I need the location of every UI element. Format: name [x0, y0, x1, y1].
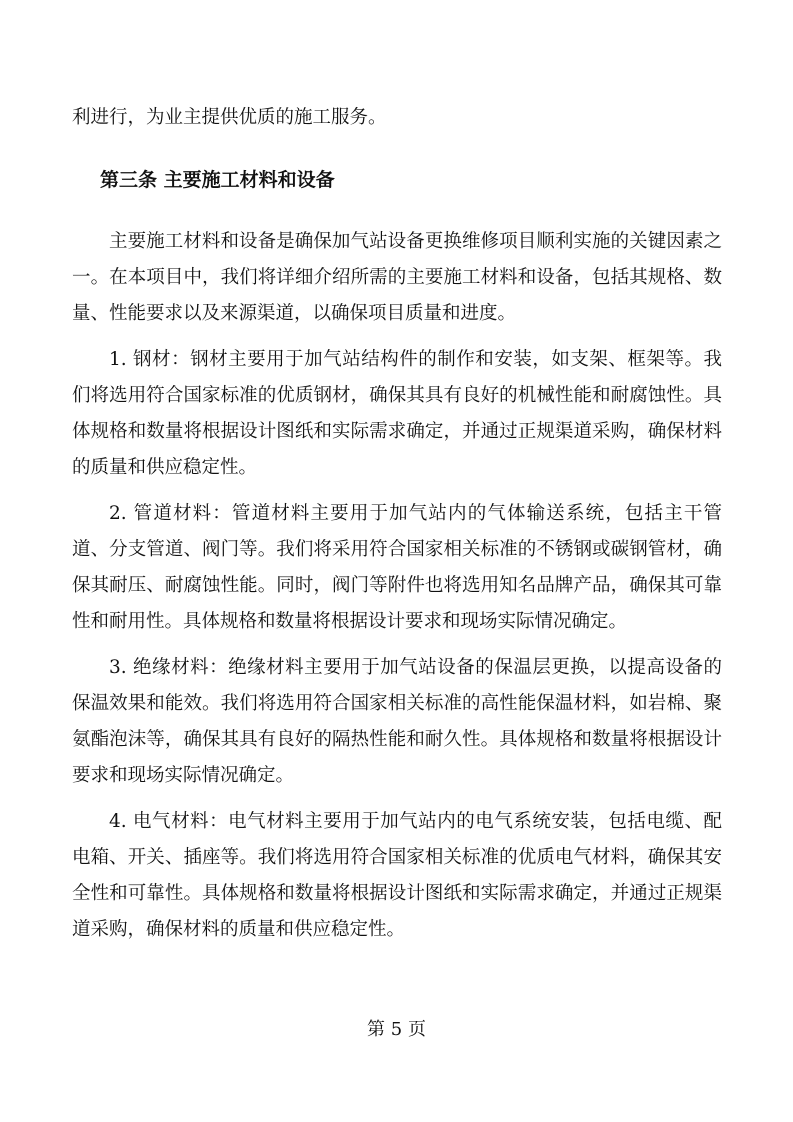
intro-paragraph: 主要施工材料和设备是确保加气站设备更换维修项目顺利实施的关键因素之一。在本项目中，我们将详细介绍所需的主要施工材料和设备，包括其规格、数量、性能要求以及来源渠道，以确保项目质量和进度。 [72, 231, 722, 324]
item-pipe: 2. 管道材料：管道材料主要用于加气站内的气体输送系统，包括主干管道、分支管道、阀门等。我们将采用符合国家相关标准的不锈钢或碳钢管材，确保其耐压、耐腐蚀性能。同时，阀门等附件也将选用知名品牌产品，确保其可靠性和耐用性。具体规格和数量将根据设计要求和现场实际情况确定。 [72, 503, 722, 632]
page-number: 第 5 页 [367, 1019, 426, 1040]
item-electrical: 4. 电气材料：电气材料主要用于加气站内的电气系统安装，包括电缆、配电箱、开关、插座等。我们将选用符合国家相关标准的优质电气材料，确保其安全性和可靠性。具体规格和数量将根据设计图纸和实际需求确定，并通过正规渠道采购，确保材料的质量和供应稳定性。 [72, 811, 722, 940]
item-insulation: 3. 绝缘材料：绝缘材料主要用于加气站设备的保温层更换，以提高设备的保温效果和能效。我们将选用符合国家相关标准的高性能保温材料，如岩棉、聚氨酯泡沫等，确保其具有良好的隔热性能和耐久性。具体规格和数量将根据设计要求和现场实际情况确定。 [72, 657, 722, 786]
continuation-text: 利进行，为业主提供优质的施工服务。 [72, 107, 387, 128]
section-heading: 第三条 主要施工材料和设备 [100, 169, 335, 191]
item-steel: 1. 钢材：钢材主要用于加气站结构件的制作和安装，如支架、框架等。我们将选用符合国家标准的优质钢材，确保其具有良好的机械性能和耐腐蚀性。具体规格和数量将根据设计图纸和实际需求确定，并通过正规渠道采购，确保材料的质量和供应稳定性。 [72, 349, 722, 478]
document-body [72, 100, 722, 948]
